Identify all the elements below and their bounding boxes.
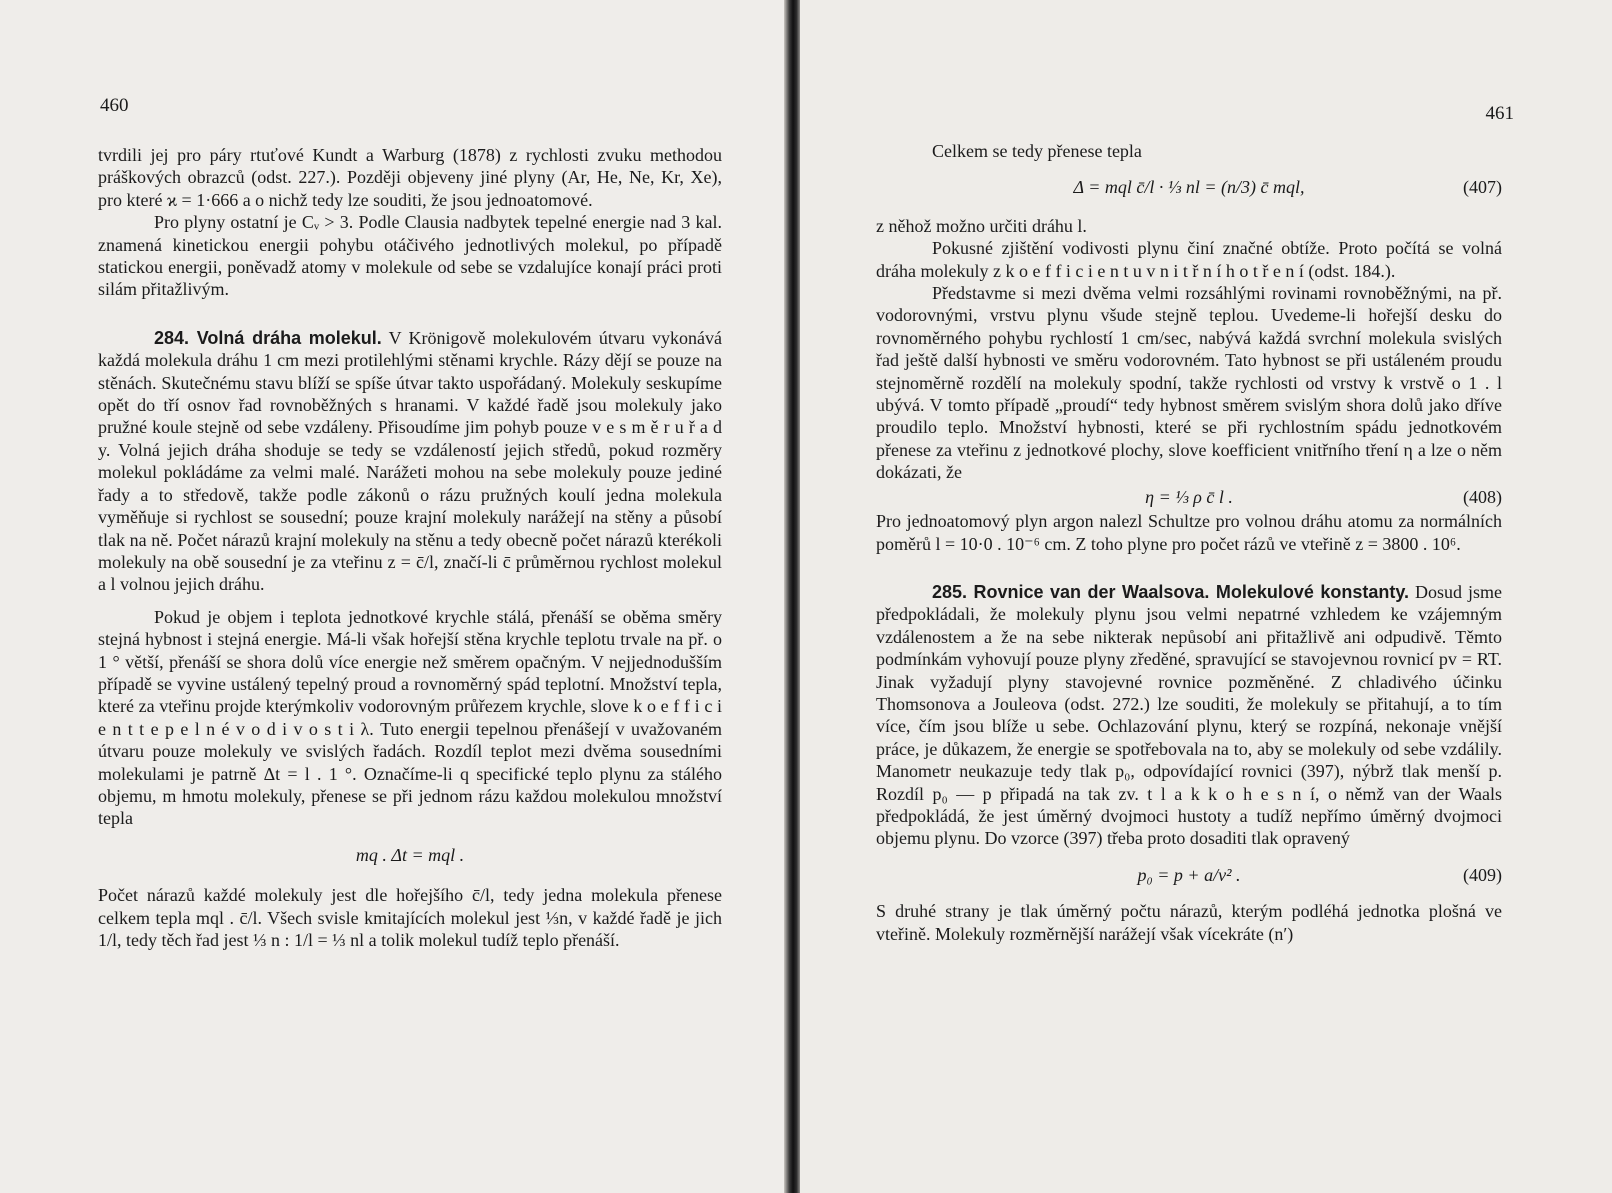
paragraph: Pokusné zjištění vodivosti plynu činí značné obtíže. Proto počítá se volná dráha molekuly z k o e f f i c i e n t u v n i t ř n í h o t ř e n í (odst. 184.). [876,238,1502,281]
paragraph: Celkem se tedy přenese tepla [932,141,1142,161]
paragraph: Pokud je objem i teplota jednotkové krychle stálá, přenáší se oběma směry stejná hybnost i stejná energie. Má-li však hořejší stěna krychle teplotu trvale na př. o 1 ° větší, přenáší se shora dolů více energie než směrem opačným. V nejjednodušším případě se vyvine ustálený tepelný proud a rovnoměrný spád teplotní. Množství tepla, které za vteřinu projde kterýmkoliv vodorovným průřezem krychle, slove k o e f f i c i e n t t e p e l n é v o d i v o s t i λ. Tuto energii tepelnou přenášejí v uvažovaném útvaru pouze molekuly ve svislých řadách. Rozdíl teplot mezi dvěma sousedními molekulami je patrně Δt = l . 1 °. Označíme-li q specifické teplo plynu za stálého objemu, m hmotu molekuly, přenese se při jednom rázu každou molekulou množství tepla [98,606,722,829]
paragraph: V Krönigově molekulovém útvaru vykonává každá molekula dráhu 1 cm mezi protilehlými stěnami krychle. Rázy dějí se pouze na stěnách. Skutečnému stavu blíží se spíše útvar takto uspořádaný. Molekuly seskupíme opět do tří osnov řad rovnoběžných s hranami. V každé řadě jsou molekuly jako pružné koule stejně od sebe vzdáleny. Přisoudíme jim pohyb pouze v e s m ě r u ř a d y. Volná jejich dráha shoduje se tedy se vzdáleností jejich středů, pokud rozměry molekul pokládáme za velmi malé. Narážeti mohou na sebe molekuly pouze jediné řady a to středově, takže podle zákonů o rázu pružných koulí jedna molekula vyměňuje si rychlost se sousední; pouze krajní molekuly narážejí na stěny a působí tlak na ně. Počet nárazů krajní molekuly na stěnu a tedy obecně počet nárazů kterékoli molekuly na obě sousední je za vteřinu z = c̄/l, značí-li c̄ průměrnou rychlost molekul a l volnou jejich dráhu. [98,327,722,595]
section-284 [98,327,722,596]
page-number: 461 [1485,103,1514,124]
formula: η = ⅓ ρ c̄ l . [1145,486,1233,507]
paragraph: Představme si mezi dvěma velmi rozsáhlými rovinami rovnoběžnými, na př. vodorovnými, vrstvu plynu všude stejně teplou. Uvedeme-li hořejší desku do rovnoměrného pohybu rychlostí 1 cm/sec, nabývá každá svrchní molekula svislých řad ještě další hybnosti ve směru vodorovném. Tato hybnost se při ustáleném proudu stejnoměrně rozdělí na molekuly spodní, takže rychlosti od vrstvy k vrstvě o 1 . l ubývá. V tomto případě „proudí“ tedy hybnost směrem svislým shora dolů jako dříve proudilo teplo. Množství hybnosti, které se při rychlostním spádu jednotkovém přenese za vteřinu z jednotkové plochy, slove koefficient vnitřního tření η a lze o něm dokázati, že [876,283,1502,483]
paragraph: Dosud jsme předpokládali, že molekuly plynu jsou velmi nepatrné vzhledem ke vzájemným vzdálenostem a že na sebe nikterak nepůsobí ani přitažlivě ani odpudivě. Těmto podmínkám vyhovují pouze plyny zředěné, spravující se stavojevnou rovnicí pv = RT. Jinak vyžadují plyny stavojevné rovnice pozměněné. Z chladivého účinku Thomsonova a Jouleova (odst. 272.) lze souditi, že molekuly se přitahují, a to tím více, čím jsou blíže u sebe. Ochlazování plynu, který se rozpíná, nekonaje vnější práce, je důkazem, že energie se spotřebovala na to, aby se molekuly od sebe vzdálily. Manometr neukazuje tedy tlak p₀, odpovídající rovnici (397), nýbrž tlak menší p. Rozdíl p₀ — p připadá na tak zv. t l a k k o h e s n í, o němž van der Waals předpokládá, že jest úměrný dvojmoci hustoty a tudíž nepřímo úměrný dvojmoci objemu plynu. Do vzorce (397) třeba proto dosaditi tlak opravený [876,581,1503,849]
equation-407 [876,176,1502,198]
right-page [800,0,1612,1193]
right-text-column [876,140,1502,945]
formula: mq . Δt = mql . [355,844,465,865]
page-number: 460 [100,95,129,116]
equation-408 [876,486,1502,508]
equation-number: (407) [1463,177,1502,198]
paragraph: S druhé strany je tlak úměrný počtu nárazů, kterým podléhá jednotka plošná ve vteřině. Molekuly rozměrnější narážejí však vícekráte (n′) [876,901,1502,944]
left-text-column [98,144,722,951]
left-page [0,0,792,1193]
paragraph: Pro plyny ostatní je Cᵥ > 3. Podle Clausia nadbytek tepelné energie nad 3 kal. znamená kinetickou energii pohybu otáčivého jednotlivých molekul, po případě statickou energii, poněvadž atomy v molekule od sebe se vzdalujíce konají práci proti silám přitažlivým. [98,212,722,300]
paragraph: z něhož možno určiti dráhu l. [876,215,1087,236]
paragraph: Pro jednoatomový plyn argon nalezl Schultze pro volnou dráhu atomu za normálních poměrů l = 10·0 . 10⁻⁶ cm. Z toho plyne pro počet rázů ve vteřině z = 3800 . 10⁶. [876,511,1502,554]
paragraph: Počet nárazů každé molekuly jest dle hořejšího c̄/l, tedy jedna molekula přenese celkem tepla mql . c̄/l. Všech svisle kmitajících molekul jest ⅓n, v každé řadě je jich 1/l, tedy těch řad jest ⅓ n : 1/l = ⅓ nl a tolik molekul tudíž teplo přenáší. [98,885,722,950]
formula: p₀ = p + a/v² . [1137,864,1241,885]
section-heading: 285. Rovnice van der Waalsova. Molekulové konstanty. [932,581,1410,602]
formula: Δ = mql c̄/l · ⅓ nl = (n/3) c̄ mql, [1073,177,1305,198]
section-285 [876,581,1502,850]
section-heading: 284. Volná dráha molekul. [154,327,382,348]
paragraph: tvrdili jej pro páry rtuťové Kundt a Warburg (1878) z rychlosti zvuku methodou práškových obrazců (odst. 227.). Později objeveny jiné plyny (Ar, He, Ne, Kr, Xe), pro které ϰ = 1·666 a o nichž tedy lze souditi, že jsou jednoatomové. [98,145,722,210]
equation-409 [876,864,1502,886]
equation-number: (409) [1463,864,1502,885]
equation-number: (408) [1463,486,1502,507]
